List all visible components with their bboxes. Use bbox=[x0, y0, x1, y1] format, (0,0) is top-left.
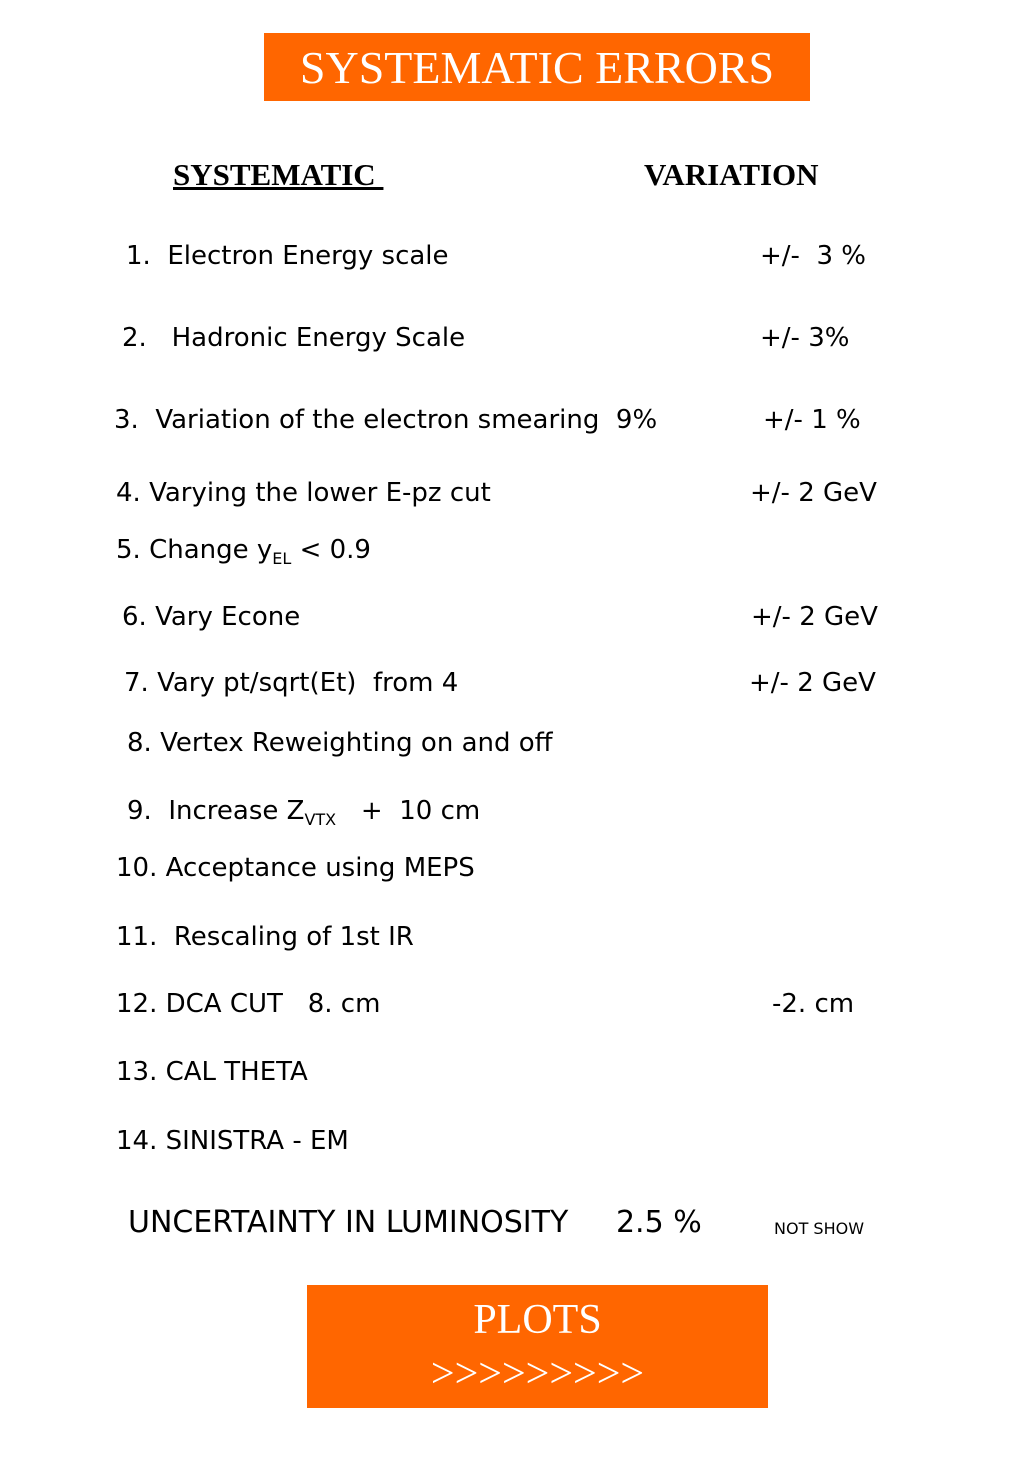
systematic-column-header: SYSTEMATIC bbox=[173, 157, 384, 192]
systematic-item-6: 6. Vary Econe bbox=[122, 602, 301, 632]
luminosity-note: NOT SHOW bbox=[774, 1219, 865, 1238]
systematic-item-5-subscript: EL bbox=[272, 549, 292, 568]
systematic-item-13: 13. CAL THETA bbox=[116, 1057, 308, 1087]
systematic-item-5 bbox=[116, 534, 371, 566]
luminosity-uncertainty: UNCERTAINTY IN LUMINOSITY 2.5 % bbox=[128, 1205, 702, 1240]
systematic-item-5-suffix: < 0.9 bbox=[291, 535, 371, 565]
systematic-item-7: 7. Vary pt/sqrt(Et) from 4 bbox=[124, 668, 459, 698]
systematic-item-8: 8. Vertex Reweighting on and off bbox=[127, 728, 553, 758]
systematic-item-3: 3. Variation of the electron smearing 9% bbox=[114, 405, 658, 435]
variation-value-4: +/- 2 GeV bbox=[750, 478, 877, 508]
systematic-item-14: 14. SINISTRA - EM bbox=[116, 1126, 349, 1156]
systematic-item-9 bbox=[127, 795, 480, 827]
variation-value-7: +/- 2 GeV bbox=[749, 668, 876, 698]
systematic-item-10: 10. Acceptance using MEPS bbox=[116, 853, 475, 883]
systematic-item-9-subscript: VTX bbox=[304, 810, 337, 829]
variation-column-header: VARIATION bbox=[644, 157, 819, 192]
plots-button-label: PLOTS bbox=[473, 1296, 602, 1343]
systematic-item-5-text: 5. Change y bbox=[116, 535, 273, 565]
variation-value-12: -2. cm bbox=[772, 989, 855, 1019]
systematic-item-9-suffix: + 10 cm bbox=[336, 796, 481, 826]
systematic-item-2: 2. Hadronic Energy Scale bbox=[122, 323, 466, 353]
systematic-item-4: 4. Varying the lower E-pz cut bbox=[116, 478, 491, 508]
page-title: SYSTEMATIC ERRORS bbox=[299, 41, 775, 93]
variation-value-3: +/- 1 % bbox=[763, 405, 861, 435]
title-banner bbox=[264, 33, 810, 101]
systematic-item-11: 11. Rescaling of 1st IR bbox=[116, 922, 414, 952]
plots-arrows: >>>>>>>>> bbox=[430, 1350, 645, 1397]
variation-value-1: +/- 3 % bbox=[760, 241, 866, 271]
systematic-item-1: 1. Electron Energy scale bbox=[126, 241, 449, 271]
variation-value-6: +/- 2 GeV bbox=[751, 602, 878, 632]
plots-button[interactable] bbox=[307, 1285, 768, 1408]
variation-value-2: +/- 3% bbox=[760, 323, 850, 353]
systematic-item-12: 12. DCA CUT 8. cm bbox=[116, 989, 381, 1019]
systematic-item-9-text: 9. Increase Z bbox=[127, 796, 305, 826]
